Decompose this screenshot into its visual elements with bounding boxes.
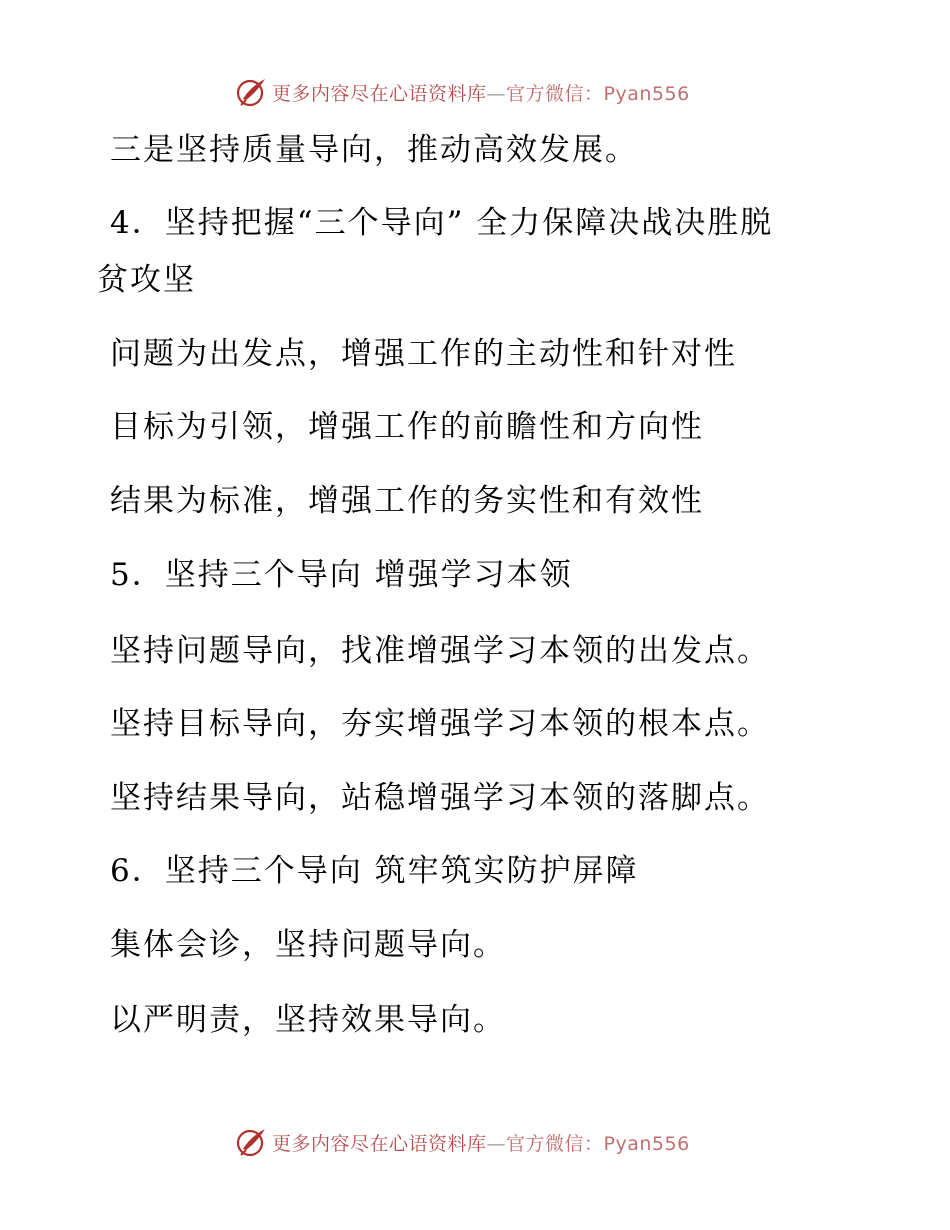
text-line: 三是坚持质量导向，推动高效发展。 [110, 132, 638, 168]
section-heading: 6．坚持三个导向 筑牢筑实防护屏障 [110, 853, 639, 889]
section-heading: 5．坚持三个导向 增强学习本领 [110, 557, 573, 593]
wechat-id: Pyan556 [603, 82, 690, 105]
wechat-label: 官方微信： [506, 1132, 604, 1155]
quill-logo-icon [234, 75, 268, 109]
separator-dash: — [486, 82, 507, 105]
watermark-text [272, 1129, 690, 1156]
text-line: 集体会诊，坚持问题导向。 [110, 927, 506, 963]
section-heading: 4．坚持把握“三个导向” 全力保障决战决胜脱 [110, 205, 774, 241]
section-heading-continuation: 贫攻坚 [97, 262, 196, 298]
separator-dash: — [486, 1132, 507, 1155]
quill-logo-icon [234, 1125, 268, 1159]
footer-watermark [0, 1120, 950, 1160]
wechat-label: 官方微信： [506, 82, 604, 105]
brand-text: 更多内容尽在心语资料库 [272, 82, 487, 105]
wechat-id: Pyan556 [603, 1132, 690, 1155]
watermark-content [234, 74, 690, 110]
watermark-content [234, 1124, 690, 1160]
text-line: 坚持目标导向，夯实增强学习本领的根本点。 [110, 706, 770, 742]
text-line: 坚持问题导向，找准增强学习本领的出发点。 [110, 633, 770, 669]
text-line: 问题为出发点，增强工作的主动性和针对性 [110, 336, 737, 372]
header-watermark [0, 70, 950, 110]
brand-text: 更多内容尽在心语资料库 [272, 1132, 487, 1155]
text-line: 结果为标准，增强工作的务实性和有效性 [110, 483, 704, 519]
text-line: 目标为引领，增强工作的前瞻性和方向性 [110, 409, 704, 445]
text-line: 以严明责，坚持效果导向。 [110, 1002, 506, 1038]
text-line: 坚持结果导向，站稳增强学习本领的落脚点。 [110, 780, 770, 816]
watermark-text [272, 79, 690, 106]
